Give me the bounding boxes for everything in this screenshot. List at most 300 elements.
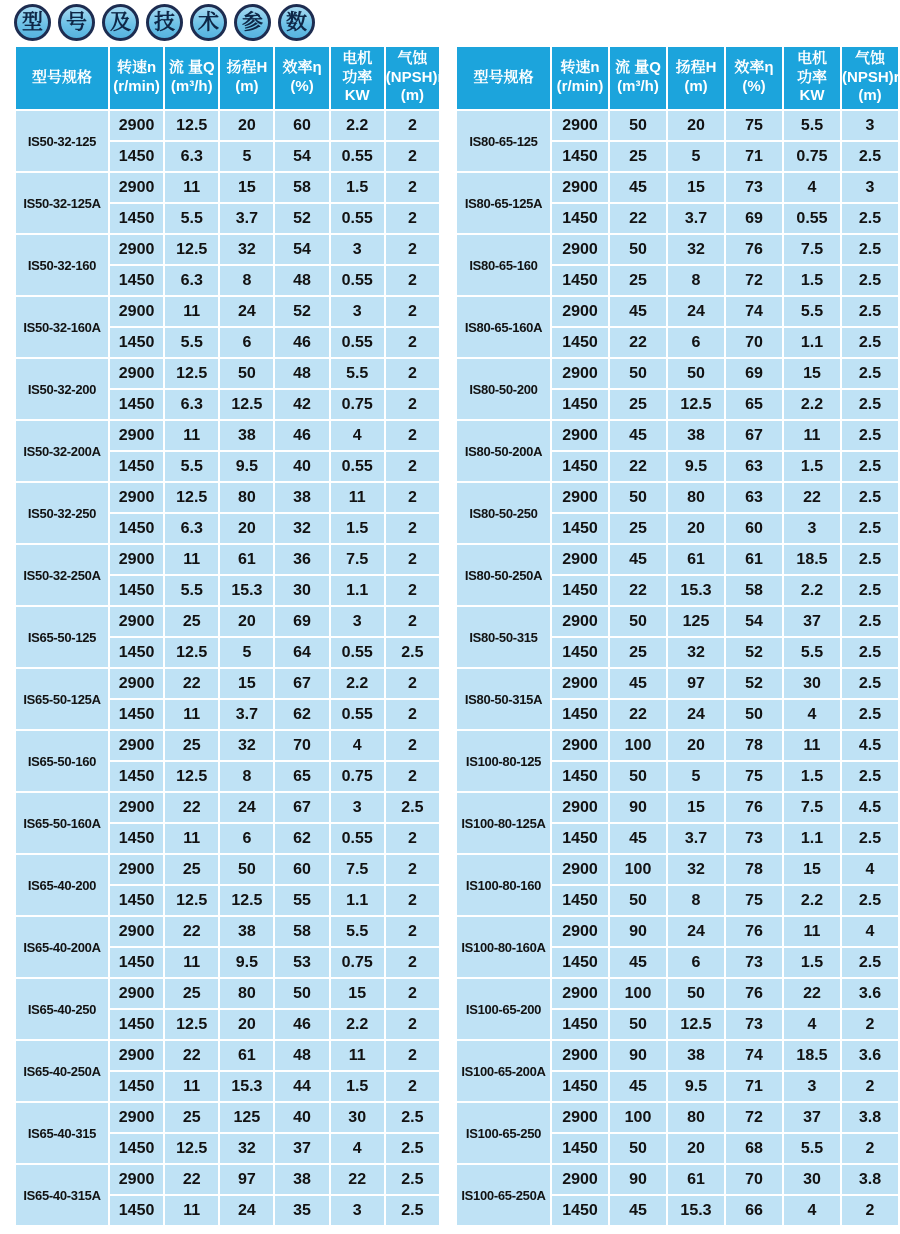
value-cell: 61 (668, 1165, 724, 1194)
value-cell: 38 (668, 1041, 724, 1070)
value-cell: 0.55 (331, 824, 384, 853)
value-cell: 5 (668, 142, 724, 171)
table-row (16, 855, 439, 884)
value-cell: 6.3 (165, 142, 218, 171)
value-cell: 11 (331, 1041, 384, 1070)
model-cell: IS50-32-250 (16, 483, 108, 543)
table-row (457, 111, 898, 140)
header-line: 转速n (560, 59, 600, 77)
value-cell: 1450 (110, 1134, 163, 1163)
value-cell: 62 (275, 824, 328, 853)
value-cell: 3 (842, 111, 898, 140)
value-cell: 35 (275, 1196, 328, 1225)
value-cell: 2900 (552, 235, 608, 264)
value-cell: 2.5 (842, 700, 898, 729)
value-cell: 50 (610, 1010, 666, 1039)
value-cell: 32 (220, 235, 273, 264)
value-cell: 76 (726, 917, 782, 946)
value-cell: 125 (220, 1103, 273, 1132)
header-line: 气蚀 (854, 49, 885, 67)
value-cell: 97 (220, 1165, 273, 1194)
table-header (457, 47, 898, 109)
value-cell: 7.5 (784, 793, 840, 822)
value-cell: 15 (668, 173, 724, 202)
table-row (457, 979, 898, 1008)
value-cell: 54 (275, 142, 328, 171)
value-cell: 3.6 (842, 1041, 898, 1070)
value-cell: 80 (668, 483, 724, 512)
value-cell: 1.5 (331, 1072, 384, 1101)
model-cell: IS100-65-200A (457, 1041, 550, 1101)
table-row (16, 359, 439, 388)
value-cell: 0.55 (331, 142, 384, 171)
header-line: (%) (290, 78, 314, 95)
value-cell: 3.8 (842, 1103, 898, 1132)
value-cell: 2.5 (386, 1103, 439, 1132)
value-cell: 76 (726, 235, 782, 264)
value-cell: 9.5 (220, 452, 273, 481)
model-cell: IS100-80-160A (457, 917, 550, 977)
value-cell: 5.5 (784, 297, 840, 326)
value-cell: 2.5 (842, 297, 898, 326)
value-cell: 11 (784, 421, 840, 450)
table-row (16, 111, 439, 140)
value-cell: 45 (610, 1072, 666, 1101)
value-cell: 1.1 (331, 886, 384, 915)
value-cell: 2 (386, 762, 439, 791)
value-cell: 2 (386, 886, 439, 915)
value-cell: 61 (726, 545, 782, 574)
header-line: (NPSH)r (385, 68, 444, 86)
value-cell: 2.5 (842, 390, 898, 419)
value-cell: 22 (610, 328, 666, 357)
table-body (16, 111, 439, 1225)
value-cell: 125 (668, 607, 724, 636)
value-cell: 2 (386, 948, 439, 977)
header-line: (m) (400, 87, 425, 105)
value-cell: 0.55 (331, 638, 384, 667)
value-cell: 15 (784, 359, 840, 388)
column-header (275, 47, 328, 109)
value-cell: 70 (726, 1165, 782, 1194)
value-cell: 2.5 (842, 545, 898, 574)
column-header (16, 47, 108, 109)
model-cell: IS80-65-125 (457, 111, 550, 171)
model-cell: IS80-50-315 (457, 607, 550, 667)
value-cell: 2 (386, 359, 439, 388)
model-cell: IS65-50-160A (16, 793, 108, 853)
header-line: (m³/h) (170, 78, 213, 95)
value-cell: 11 (165, 173, 218, 202)
value-cell: 6 (220, 824, 273, 853)
value-cell: 2900 (552, 607, 608, 636)
value-cell: 54 (275, 235, 328, 264)
table-row (457, 235, 898, 264)
value-cell: 12.5 (668, 390, 724, 419)
value-cell: 2.5 (842, 638, 898, 667)
value-cell: 1450 (552, 266, 608, 295)
header-line: KW (344, 87, 370, 105)
value-cell: 1450 (552, 1010, 608, 1039)
value-cell: 4.5 (842, 793, 898, 822)
model-cell: IS50-32-125A (16, 173, 108, 233)
value-cell: 2 (386, 235, 439, 264)
value-cell: 12.5 (165, 762, 218, 791)
value-cell: 3 (331, 607, 384, 636)
value-cell: 2.5 (386, 793, 439, 822)
value-cell: 2900 (110, 545, 163, 574)
value-cell: 0.55 (331, 328, 384, 357)
value-cell: 73 (726, 1010, 782, 1039)
value-cell: 25 (165, 731, 218, 760)
value-cell: 1450 (110, 142, 163, 171)
value-cell: 25 (610, 638, 666, 667)
value-cell: 61 (220, 1041, 273, 1070)
value-cell: 1.1 (331, 576, 384, 605)
value-cell: 2900 (110, 1103, 163, 1132)
value-cell: 22 (165, 1165, 218, 1194)
table-row (16, 1103, 439, 1132)
value-cell: 2.5 (842, 514, 898, 543)
column-header (385, 47, 444, 109)
value-cell: 90 (610, 1165, 666, 1194)
value-cell: 1450 (110, 762, 163, 791)
value-cell: 20 (668, 514, 724, 543)
value-cell: 32 (220, 731, 273, 760)
value-cell: 15 (220, 669, 273, 698)
value-cell: 1450 (552, 762, 608, 791)
table-row (457, 421, 898, 450)
value-cell: 2.2 (784, 576, 840, 605)
value-cell: 64 (275, 638, 328, 667)
value-cell: 69 (726, 204, 782, 233)
value-cell: 7.5 (331, 855, 384, 884)
model-cell: IS65-40-250 (16, 979, 108, 1039)
value-cell: 30 (275, 576, 328, 605)
value-cell: 3 (331, 235, 384, 264)
value-cell: 9.5 (668, 1072, 724, 1101)
header-line: 效率η (734, 59, 774, 77)
value-cell: 1450 (552, 142, 608, 171)
value-cell: 48 (275, 266, 328, 295)
value-cell: 72 (726, 266, 782, 295)
value-cell: 2900 (552, 545, 608, 574)
value-cell: 2 (842, 1072, 898, 1101)
value-cell: 24 (220, 297, 273, 326)
value-cell: 2.5 (842, 669, 898, 698)
column-header (552, 47, 608, 109)
value-cell: 2900 (552, 1041, 608, 1070)
value-cell: 50 (610, 607, 666, 636)
value-cell: 0.55 (331, 700, 384, 729)
column-header (726, 47, 782, 109)
value-cell: 2 (386, 173, 439, 202)
value-cell: 2 (386, 1041, 439, 1070)
value-cell: 4 (842, 855, 898, 884)
value-cell: 3.7 (668, 824, 724, 853)
table-row (457, 793, 898, 822)
model-cell: IS80-65-160A (457, 297, 550, 357)
model-cell: IS50-32-160A (16, 297, 108, 357)
value-cell: 70 (726, 328, 782, 357)
value-cell: 52 (275, 297, 328, 326)
value-cell: 45 (610, 824, 666, 853)
value-cell: 4 (784, 700, 840, 729)
value-cell: 2.5 (842, 142, 898, 171)
model-cell: IS80-50-200 (457, 359, 550, 419)
value-cell: 0.55 (331, 204, 384, 233)
value-cell: 78 (726, 855, 782, 884)
value-cell: 22 (331, 1165, 384, 1194)
value-cell: 71 (726, 1072, 782, 1101)
model-cell: IS50-32-200A (16, 421, 108, 481)
value-cell: 22 (610, 452, 666, 481)
value-cell: 1450 (552, 576, 608, 605)
value-cell: 5 (220, 638, 273, 667)
model-cell: IS65-40-315 (16, 1103, 108, 1163)
value-cell: 2900 (110, 359, 163, 388)
model-cell: IS100-65-250 (457, 1103, 550, 1163)
value-cell: 63 (726, 452, 782, 481)
value-cell: 50 (220, 855, 273, 884)
header-line: 电机 (796, 49, 827, 67)
value-cell: 2900 (110, 607, 163, 636)
value-cell: 20 (220, 514, 273, 543)
value-cell: 12.5 (165, 235, 218, 264)
value-cell: 11 (165, 1196, 218, 1225)
value-cell: 44 (275, 1072, 328, 1101)
value-cell: 25 (165, 607, 218, 636)
value-cell: 2 (842, 1010, 898, 1039)
header-line: 转速n (116, 59, 157, 77)
value-cell: 8 (668, 266, 724, 295)
value-cell: 2900 (110, 1165, 163, 1194)
value-cell: 5.5 (165, 452, 218, 481)
value-cell: 1450 (552, 824, 608, 853)
table-row (457, 483, 898, 512)
value-cell: 2.5 (386, 1134, 439, 1163)
header-line: 扬程H (226, 59, 268, 77)
value-cell: 2.2 (331, 111, 384, 140)
value-cell: 11 (165, 948, 218, 977)
value-cell: 2.2 (784, 390, 840, 419)
header-row (16, 47, 439, 109)
value-cell: 2900 (552, 1103, 608, 1132)
title-badge-char: 技 (146, 4, 183, 41)
column-header (784, 47, 840, 109)
value-cell: 0.75 (331, 948, 384, 977)
header-line: (m³/h) (617, 78, 659, 95)
table-row (16, 793, 439, 822)
header-line: 电机 (342, 49, 373, 67)
value-cell: 2900 (110, 669, 163, 698)
value-cell: 45 (610, 421, 666, 450)
value-cell: 7.5 (331, 545, 384, 574)
value-cell: 2 (386, 607, 439, 636)
value-cell: 2 (386, 452, 439, 481)
model-cell: IS100-65-200 (457, 979, 550, 1039)
model-cell: IS65-50-125A (16, 669, 108, 729)
value-cell: 2 (386, 731, 439, 760)
value-cell: 30 (331, 1103, 384, 1132)
value-cell: 2.5 (386, 1196, 439, 1225)
table-row (16, 731, 439, 760)
value-cell: 22 (784, 483, 840, 512)
header-line: 气蚀 (397, 49, 428, 67)
table-row (16, 297, 439, 326)
value-cell: 68 (726, 1134, 782, 1163)
value-cell: 72 (726, 1103, 782, 1132)
value-cell: 65 (275, 762, 328, 791)
value-cell: 6.3 (165, 514, 218, 543)
value-cell: 20 (668, 731, 724, 760)
value-cell: 15.3 (220, 576, 273, 605)
value-cell: 20 (220, 1010, 273, 1039)
value-cell: 1450 (110, 1010, 163, 1039)
value-cell: 4 (331, 731, 384, 760)
value-cell: 2900 (110, 917, 163, 946)
model-cell: IS65-40-200A (16, 917, 108, 977)
value-cell: 24 (668, 297, 724, 326)
value-cell: 1450 (110, 1196, 163, 1225)
value-cell: 1450 (552, 1134, 608, 1163)
value-cell: 75 (726, 886, 782, 915)
model-cell: IS50-32-160 (16, 235, 108, 295)
value-cell: 4 (842, 917, 898, 946)
value-cell: 0.55 (784, 204, 840, 233)
value-cell: 15 (784, 855, 840, 884)
value-cell: 5.5 (331, 917, 384, 946)
value-cell: 12.5 (165, 1134, 218, 1163)
header-line: 流 量Q (615, 59, 661, 77)
value-cell: 1450 (552, 514, 608, 543)
value-cell: 2 (386, 514, 439, 543)
value-cell: 1.5 (784, 762, 840, 791)
value-cell: 80 (220, 483, 273, 512)
value-cell: 2900 (552, 1165, 608, 1194)
table-row (16, 545, 439, 574)
value-cell: 50 (726, 700, 782, 729)
value-cell: 4 (784, 173, 840, 202)
value-cell: 3.8 (842, 1165, 898, 1194)
header-line: KW (799, 87, 825, 105)
value-cell: 12.5 (165, 111, 218, 140)
value-cell: 1450 (552, 328, 608, 357)
value-cell: 2900 (110, 1041, 163, 1070)
value-cell: 60 (275, 855, 328, 884)
value-cell: 2900 (552, 297, 608, 326)
value-cell: 38 (220, 917, 273, 946)
title-badge-char: 及 (102, 4, 139, 41)
value-cell: 2 (386, 1010, 439, 1039)
value-cell: 1450 (110, 390, 163, 419)
title-badge-char: 数 (278, 4, 315, 41)
value-cell: 4 (331, 421, 384, 450)
header-line: 效率η (282, 59, 322, 77)
value-cell: 36 (275, 545, 328, 574)
table-row (457, 917, 898, 946)
value-cell: 0.75 (331, 762, 384, 791)
value-cell: 1450 (110, 328, 163, 357)
value-cell: 62 (275, 700, 328, 729)
value-cell: 5.5 (165, 328, 218, 357)
page-title (14, 2, 900, 42)
column-header (110, 47, 163, 109)
value-cell: 48 (275, 359, 328, 388)
value-cell: 1450 (110, 1072, 163, 1101)
header-line: 流 量Q (168, 59, 215, 77)
value-cell: 1.5 (784, 948, 840, 977)
value-cell: 75 (726, 762, 782, 791)
value-cell: 50 (668, 979, 724, 1008)
table-row (457, 731, 898, 760)
value-cell: 7.5 (784, 235, 840, 264)
value-cell: 38 (668, 421, 724, 450)
value-cell: 60 (726, 514, 782, 543)
value-cell: 38 (220, 421, 273, 450)
value-cell: 12.5 (220, 886, 273, 915)
value-cell: 2.5 (842, 359, 898, 388)
value-cell: 2.5 (842, 452, 898, 481)
value-cell: 2.5 (386, 1165, 439, 1194)
value-cell: 2900 (552, 793, 608, 822)
value-cell: 2 (842, 1196, 898, 1225)
value-cell: 40 (275, 1103, 328, 1132)
value-cell: 1450 (110, 266, 163, 295)
value-cell: 2.2 (784, 886, 840, 915)
table-row (457, 855, 898, 884)
header-line: 功率 (342, 68, 373, 86)
value-cell: 61 (220, 545, 273, 574)
value-cell: 45 (610, 669, 666, 698)
value-cell: 60 (275, 111, 328, 140)
value-cell: 32 (220, 1134, 273, 1163)
spec-table-left (14, 45, 444, 1227)
value-cell: 45 (610, 1196, 666, 1225)
value-cell: 70 (275, 731, 328, 760)
value-cell: 4.5 (842, 731, 898, 760)
header-line: 型号规格 (31, 68, 92, 86)
title-badge-char: 术 (190, 4, 227, 41)
model-cell: IS80-50-250 (457, 483, 550, 543)
table-row (16, 979, 439, 1008)
value-cell: 20 (220, 111, 273, 140)
value-cell: 22 (610, 700, 666, 729)
value-cell: 75 (726, 111, 782, 140)
value-cell: 67 (275, 669, 328, 698)
value-cell: 38 (275, 483, 328, 512)
table-row (16, 917, 439, 946)
value-cell: 37 (784, 1103, 840, 1132)
value-cell: 100 (610, 855, 666, 884)
column-header (842, 47, 898, 109)
table-row (16, 483, 439, 512)
value-cell: 2 (386, 483, 439, 512)
value-cell: 50 (610, 886, 666, 915)
value-cell: 1450 (552, 948, 608, 977)
value-cell: 50 (610, 235, 666, 264)
value-cell: 100 (610, 731, 666, 760)
value-cell: 12.5 (165, 638, 218, 667)
column-header (331, 47, 384, 109)
value-cell: 2 (386, 979, 439, 1008)
value-cell: 1.5 (331, 173, 384, 202)
value-cell: 32 (668, 235, 724, 264)
column-header (165, 47, 218, 109)
value-cell: 1450 (110, 700, 163, 729)
model-cell: IS100-80-125 (457, 731, 550, 791)
value-cell: 2.5 (842, 235, 898, 264)
